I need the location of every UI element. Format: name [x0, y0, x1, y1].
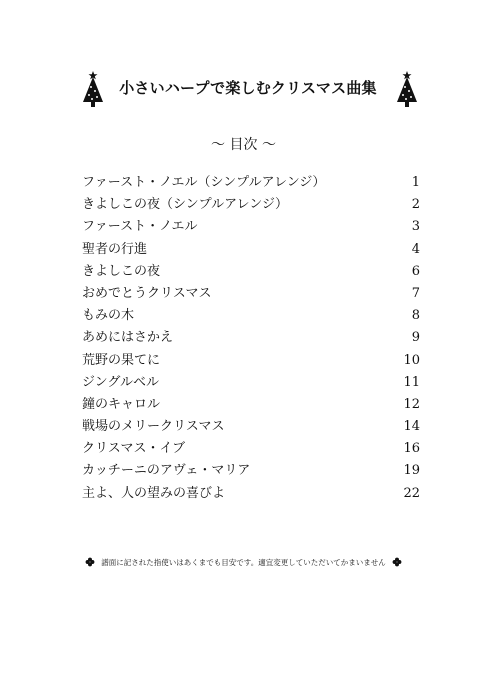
toc-item: [82, 372, 420, 394]
toc-item-title: ファースト・ノエル（シンプルアレンジ）: [82, 175, 326, 190]
toc-item: [82, 394, 420, 416]
toc-item-title: きよしこの夜: [82, 263, 161, 279]
footer-note-text: 譜面に記された指使いはあくまでも目安です。適宜変更していただいてかまいません: [101, 558, 386, 567]
toc-item-page: 2: [411, 197, 420, 213]
toc-item-page: 11: [403, 374, 420, 390]
title-row: [0, 68, 487, 110]
toc-item-page: 1: [411, 175, 420, 190]
toc-item-page: 4: [411, 241, 420, 257]
toc-item: [82, 350, 420, 372]
toc-item-title: クリスマス・イブ: [82, 441, 186, 457]
toc-item-page: 6: [411, 263, 420, 279]
clover-icon: [85, 557, 95, 567]
toc-item-page: 22: [403, 485, 420, 501]
toc-item-title: おめでとうクリスマス: [82, 285, 212, 301]
toc-item-title: 聖者の行進: [82, 241, 148, 257]
toc-item: [82, 460, 420, 482]
toc-item-page: 8: [411, 308, 420, 324]
toc-item-page: 19: [403, 463, 420, 479]
toc-item-page: 12: [403, 396, 420, 412]
toc-item-title: あめにはさかえ: [82, 330, 174, 346]
toc-item-page: 10: [403, 352, 420, 368]
toc-item-title: 鐘のキャロル: [82, 396, 161, 412]
toc-item-title: ジングルベル: [82, 374, 160, 390]
toc-item: [82, 194, 420, 216]
christmas-tree-icon: [80, 68, 106, 108]
christmas-tree-icon: [394, 68, 420, 108]
toc-item-page: 14: [403, 419, 420, 435]
toc-item-page: 7: [411, 285, 420, 301]
toc-item-title: もみの木: [82, 308, 135, 324]
toc-item-title: 荒野の果てに: [82, 352, 161, 368]
toc-item-title: カッチーニのアヴェ・マリア: [82, 463, 251, 479]
toc-item: [82, 483, 420, 505]
toc-item: [82, 283, 420, 305]
toc-item: [82, 305, 420, 327]
toc-item: [82, 172, 420, 194]
table-of-contents: [82, 172, 420, 505]
toc-item-page: 9: [411, 330, 420, 346]
document-title: 小さいハープで楽しむクリスマス曲集: [119, 79, 377, 97]
toc-item-title: 主よ、人の望みの喜びよ: [82, 485, 226, 501]
toc-item-title: きよしこの夜（シンプルアレンジ）: [82, 197, 288, 213]
toc-item-page: 3: [411, 219, 420, 235]
footer-note: [0, 557, 487, 568]
toc-item-page: 16: [403, 441, 420, 457]
clover-icon: [392, 557, 402, 567]
toc-item-title: ファースト・ノエル: [82, 219, 198, 235]
toc-item: [82, 416, 420, 438]
toc-item-title: 戦場のメリークリスマス: [82, 419, 225, 435]
toc-heading: ～ 目次 ～: [211, 137, 276, 153]
toc-item: [82, 261, 420, 283]
toc-item: [82, 216, 420, 238]
toc-item: [82, 239, 420, 261]
toc-item: [82, 327, 420, 349]
toc-item: [82, 438, 420, 460]
